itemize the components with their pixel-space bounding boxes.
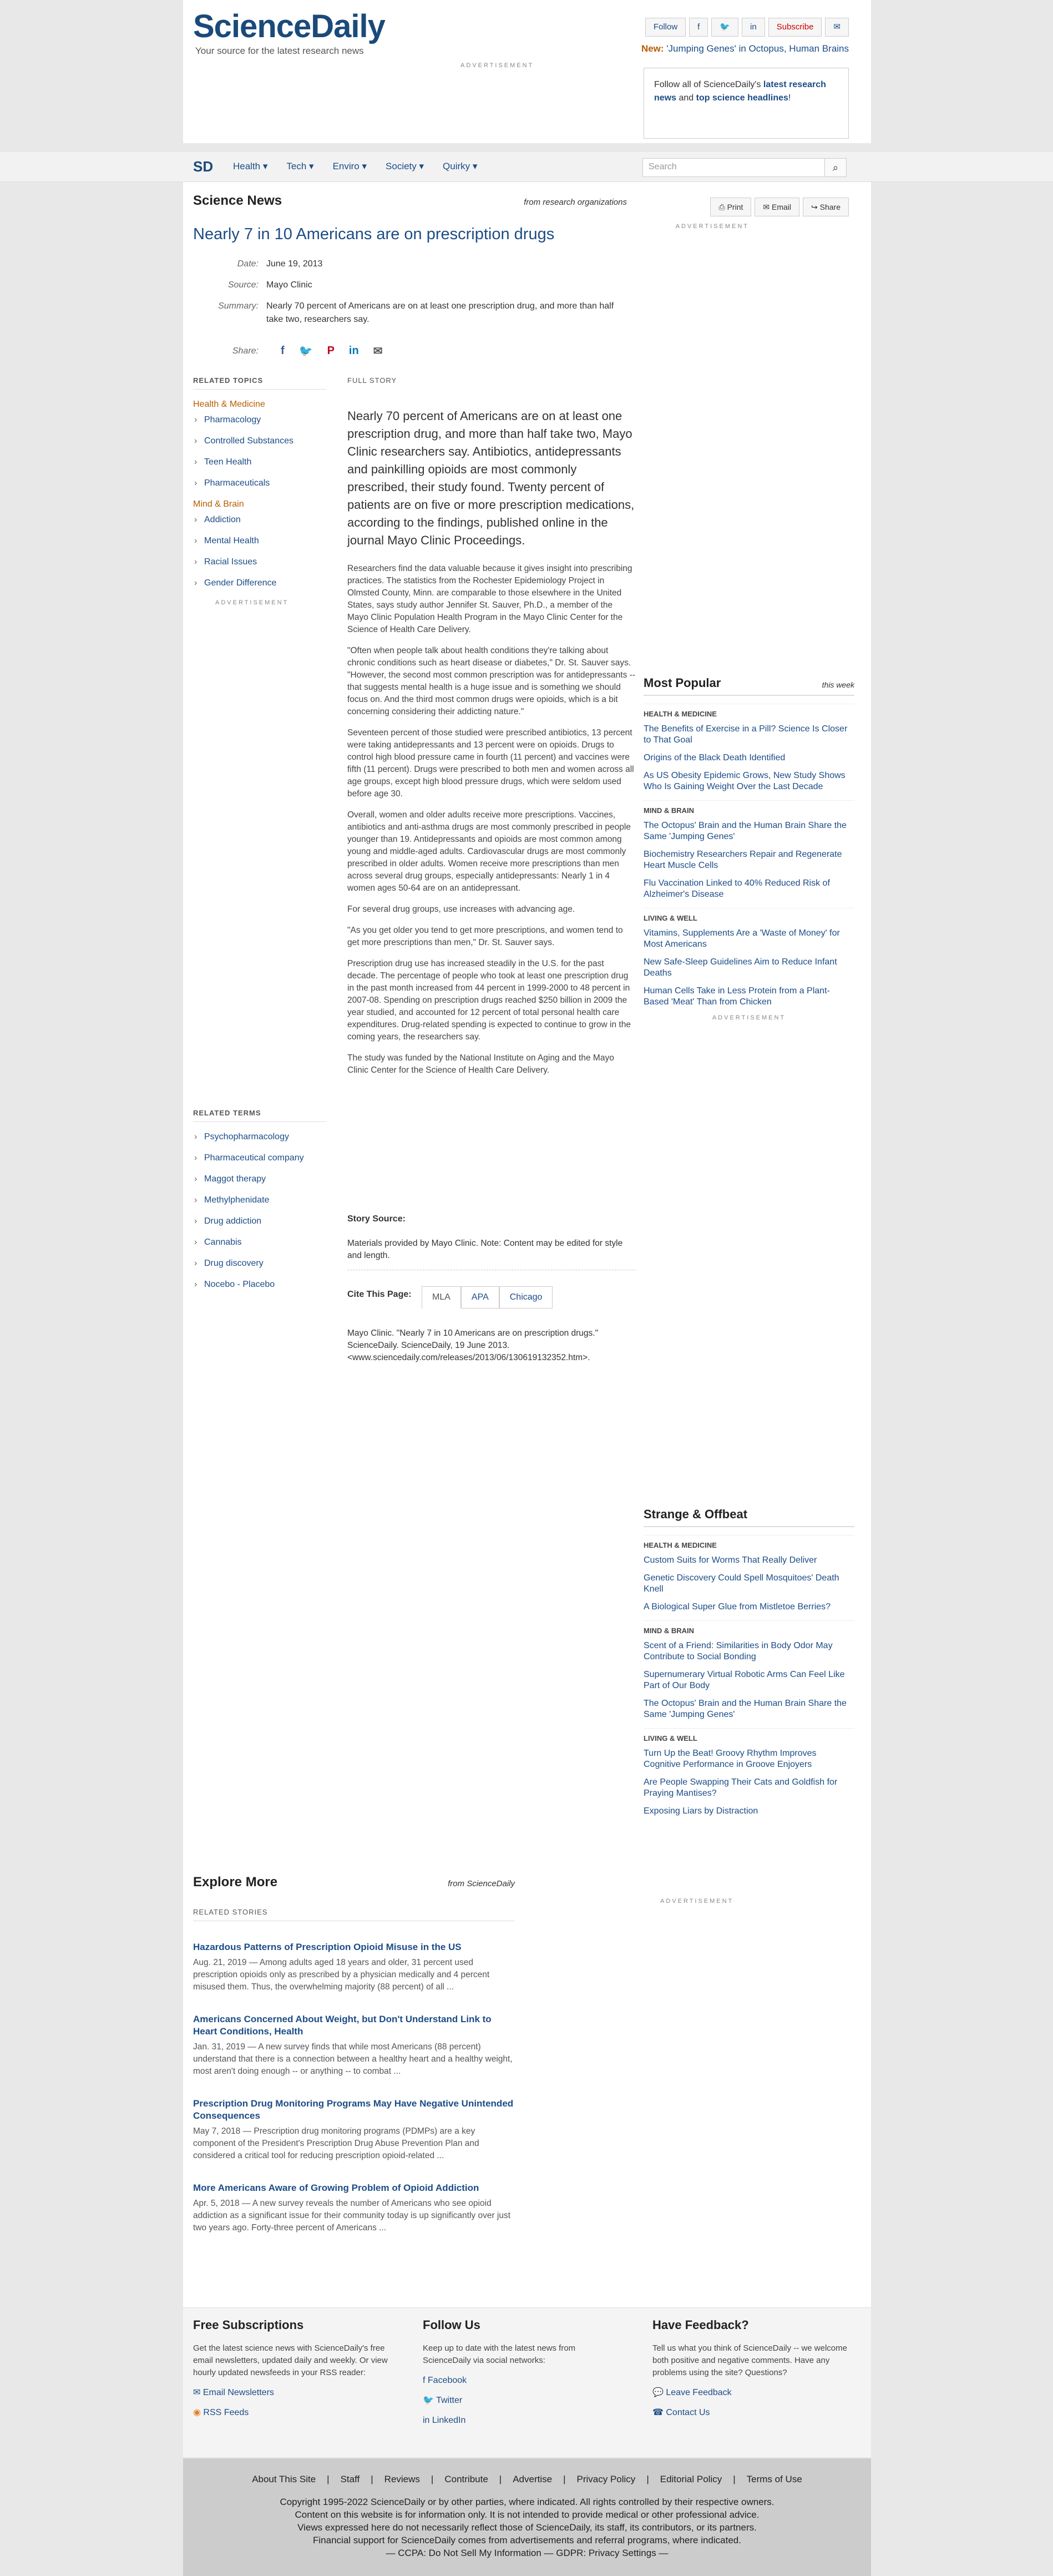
date-key: Date: xyxy=(237,259,259,269)
section-title: Science News xyxy=(193,193,282,208)
related-topics xyxy=(193,376,326,606)
strange-link[interactable]: A Biological Super Glue from Mistletoe Berries? xyxy=(644,1602,831,1612)
explore-title: Explore More xyxy=(193,1875,278,1890)
explore-more xyxy=(193,1875,515,2234)
term-link[interactable]: › Cannabis xyxy=(204,1238,326,1247)
footer-follow xyxy=(423,2319,622,2427)
footer-link[interactable]: Reviews xyxy=(384,2474,420,2484)
footer-link[interactable]: Advertise xyxy=(513,2474,553,2484)
story-source-title: Story Source: xyxy=(347,1214,406,1224)
email-icon[interactable]: ✉ xyxy=(373,345,383,357)
strange-link[interactable]: Turn Up the Beat! Groovy Rhythm Improves Cognitive Performance in Groove Enjoyers xyxy=(644,1749,817,1769)
footer-link[interactable]: Contribute xyxy=(444,2474,488,2484)
story-body xyxy=(347,563,636,1085)
nav-tech[interactable]: Tech ▾ xyxy=(286,161,314,171)
pinterest-icon[interactable]: P xyxy=(327,345,335,357)
twitter-icon: 🐦 xyxy=(423,2396,437,2405)
date-value: June 19, 2013 xyxy=(266,259,323,269)
popular-period: this week xyxy=(822,680,854,689)
strange-link[interactable]: Custom Suits for Worms That Really Deliver xyxy=(644,1555,817,1565)
new-banner xyxy=(641,43,849,54)
topic-category-health[interactable]: Health & Medicine xyxy=(193,400,265,409)
related-story xyxy=(193,2013,515,2078)
story-link[interactable]: Hazardous Patterns of Prescription Opioid Misuse in the US xyxy=(193,1942,462,1952)
term-link[interactable]: › Drug addiction xyxy=(204,1216,326,1226)
story-paragraph: Seventeen percent of those studied were prescribed antibiotics, 13 percent were taking antidepressants and 13 percent were on opioids. Drugs to control high blood pressure came in fourth (11 percent) and vaccines were fifth (11 percent). Drugs were prescribed to both men and women across all age groups, except high blood pressure drugs, which were seldom used before age 30. xyxy=(347,728,634,799)
story-paragraph: "Often when people talk about health conditions they're talking about chronic conditions such as heart disease or diabetes," Dr. St. Sauver says. "However, the second most common prescription was for antidepressants -- that suggests mental health is a huge issue and is something we should focus on. And the third most common drugs were opioids, which is a bit concerning considering their addicting nature." xyxy=(347,646,635,716)
footer-sub-text: Get the latest science news with ScienceDaily's free email newsletters, updated daily and weekly. Or view hourly updated newsfeeds in your RSS reader: xyxy=(193,2343,388,2377)
nav-quirky[interactable]: Quirky ▾ xyxy=(443,161,478,171)
site-header xyxy=(183,0,871,143)
strange-link[interactable]: Exposing Liars by Distraction xyxy=(644,1806,758,1816)
strange-link[interactable]: Scent of a Friend: Similarities in Body Odor May Contribute to Social Bonding xyxy=(644,1641,833,1661)
twitter-icon[interactable]: 🐦 xyxy=(298,345,313,357)
social-toolbar xyxy=(645,18,849,37)
search-input[interactable]: Search xyxy=(642,158,826,177)
strange-group: HEALTH & MEDICINE xyxy=(644,1535,854,1549)
related-story xyxy=(193,2098,515,2162)
strange-group: MIND & BRAIN xyxy=(644,1620,854,1635)
topic-link[interactable]: › Controlled Substances xyxy=(204,436,326,446)
strange-offbeat xyxy=(644,1507,854,1824)
twitter-label: Twitter xyxy=(436,2396,463,2405)
topic-link[interactable]: › Racial Issues xyxy=(204,557,326,567)
topic-link[interactable]: › Gender Difference xyxy=(204,578,326,588)
search-icon[interactable]: ⌕ xyxy=(824,158,847,177)
strange-title: Strange & Offbeat xyxy=(644,1507,854,1527)
citation-text: Mayo Clinic. "Nearly 7 in 10 Americans are on prescription drugs." ScienceDaily. ScienceDaily, 19 June 2013. <www.sciencedaily.com/releases/2013/06/130619132352.htm>. xyxy=(347,1329,599,1362)
story-paragraph: Overall, women and older adults receive more prescriptions. Vaccines, antibiotics and anti-asthma drugs are most commonly prescribed in people younger than 19. Antidepressants and opioids are most common among young and middle-aged adults. Cardiovascular drugs are most commonly prescribed in older adults. Women receive more prescriptions than men across several drug groups, especially antidepressants: Nearly 1 in 4 women ages 50-64 are on an antidepressant. xyxy=(347,810,631,893)
article-meta xyxy=(216,257,616,334)
facebook-icon: f xyxy=(423,2376,428,2385)
separator: | xyxy=(431,2474,434,2484)
popular-link[interactable]: Flu Vaccination Linked to 40% Reduced Risk of Alzheimer's Disease xyxy=(644,878,830,899)
print-button[interactable] xyxy=(710,198,751,216)
strange-link[interactable]: Genetic Discovery Could Spell Mosquitoes' Death Knell xyxy=(644,1573,839,1594)
popular-link[interactable]: New Safe-Sleep Guidelines Aim to Reduce Infant Deaths xyxy=(644,957,837,978)
topic-category-mind[interactable]: Mind & Brain xyxy=(193,499,244,509)
popular-link[interactable]: Origins of the Black Death Identified xyxy=(644,753,786,762)
tab-chicago[interactable]: Chicago xyxy=(499,1286,553,1309)
separator: | xyxy=(371,2474,373,2484)
most-popular xyxy=(644,676,854,1021)
copyright-line: Copyright 1995-2022 ScienceDaily or by other parties, where indicated. All rights controlled by their respective owners. xyxy=(280,2497,774,2507)
promo-link-top[interactable]: top science headlines xyxy=(696,93,788,103)
share-key: Share: xyxy=(232,346,259,356)
tab-mla[interactable]: MLA xyxy=(422,1286,461,1309)
term-link[interactable]: › Maggot therapy xyxy=(204,1174,326,1184)
follow-promo xyxy=(644,68,849,139)
ad-label: ADVERTISEMENT xyxy=(675,223,749,230)
story-link[interactable]: Prescription Drug Monitoring Programs May Have Negative Unintended Consequences xyxy=(193,2098,514,2121)
story-link[interactable]: Americans Concerned About Weight, but Don't Understand Link to Heart Conditions, Health xyxy=(193,2014,492,2037)
source-key: Source: xyxy=(227,280,259,290)
story-paragraph: The study was funded by the National Institute on Aging and the Mayo Clinic Center for the Science of Health Care Delivery. xyxy=(347,1053,614,1075)
story-snippet: May 7, 2018 — Prescription drug monitoring programs (PDMPs) are a key component of the President's Prescription Drug Abuse Prevention Plan and considered a critical tool for reducing prescription opioid-related ... xyxy=(193,2127,479,2160)
footer-link[interactable]: Terms of Use xyxy=(746,2474,802,2484)
footer-subscriptions xyxy=(193,2319,393,2419)
linkedin-icon[interactable]: in xyxy=(742,18,765,37)
popular-link[interactable]: Biochemistry Researchers Repair and Regenerate Heart Muscle Cells xyxy=(644,850,842,870)
term-link[interactable]: › Methylphenidate xyxy=(204,1195,326,1205)
ad-label: ADVERTISEMENT xyxy=(215,599,289,606)
story-source-text: Materials provided by Mayo Clinic. Note: Content may be edited for style and length. xyxy=(347,1238,636,1270)
separator: | xyxy=(327,2474,330,2484)
phone-icon: ☎ xyxy=(652,2408,666,2417)
related-terms xyxy=(193,1109,326,1301)
new-label: New: xyxy=(641,43,664,54)
rss-feeds-label: RSS Feeds xyxy=(203,2408,249,2417)
popular-group: LIVING & WELL xyxy=(644,908,854,922)
share-button[interactable] xyxy=(803,198,849,216)
nav-society[interactable]: Society ▾ xyxy=(386,161,424,171)
topic-link[interactable]: › Pharmacology xyxy=(204,415,326,425)
share-icon: ↪ xyxy=(811,203,818,211)
sd-logo[interactable]: SD xyxy=(193,158,214,175)
popular-link[interactable]: Human Cells Take in Less Protein from a Plant-Based 'Meat' Than from Chicken xyxy=(644,986,830,1007)
story-lead: Nearly 70 percent of Americans are on at least one prescription drug, and more than half take two, Mayo Clinic researchers say. Antibiotics, antidepressants and painkilling opioids are most commonly prescribed, their study found. Twenty percent of patients are on five or more prescription medications, according to the findings, published online in the journal Mayo Clinic Proceedings. xyxy=(347,409,635,547)
popular-link[interactable]: Vitamins, Supplements Are a 'Waste of Money' for Most Americans xyxy=(644,928,840,949)
envelope-icon: ✉ xyxy=(763,203,770,211)
subscribe-button[interactable]: Subscribe xyxy=(768,18,822,37)
linkedin-icon[interactable]: in xyxy=(348,345,359,357)
leave-feedback-label: Leave Feedback xyxy=(666,2388,732,2397)
related-story xyxy=(193,1941,515,1993)
story-snippet: Jan. 31, 2019 — A new survey finds that while most Americans (88 percent) understand that there is a connection between a healthy heart and a healthy weight, most aren't doing enough -- or anything -- to combat ... xyxy=(193,2042,513,2076)
nav-health[interactable]: Health ▾ xyxy=(233,161,268,171)
topic-link[interactable]: › Pharmaceuticals xyxy=(204,478,326,488)
related-stories-label: RELATED STORIES xyxy=(193,1908,515,1921)
main-nav xyxy=(0,151,1053,182)
popular-link[interactable]: The Octopus' Brain and the Human Brain Share the Same 'Jumping Genes' xyxy=(644,821,847,841)
privacy-line[interactable]: — CCPA: Do Not Sell My Information — GDPR: Privacy Settings — xyxy=(386,2548,669,2558)
full-story-label: FULL STORY xyxy=(347,376,397,385)
cite-title: Cite This Page: xyxy=(347,1290,412,1299)
story-snippet: Apr. 5, 2018 — A new survey reveals the number of Americans who see opioid addiction as a significant issue for their community today is up significantly over just two years ago. Forty-three percent of Americans ... xyxy=(193,2199,511,2232)
facebook-icon[interactable]: f xyxy=(689,18,708,37)
facebook-label: Facebook xyxy=(427,2376,467,2385)
ad-label: ADVERTISEMENT xyxy=(660,1898,734,1905)
linkedin-link[interactable] xyxy=(423,2415,622,2427)
email-newsletters-label: Email Newsletters xyxy=(202,2388,274,2397)
section-subtitle: from research organizations xyxy=(524,198,627,207)
story-snippet: Aug. 21, 2019 — Among adults aged 18 years and older, 31 percent used prescription opioids only as prescribed by a physician medically and 4 percent misused them. Thus, the overwhelming majority (88 percent) of all ... xyxy=(193,1958,490,1992)
email-label: Email xyxy=(772,203,792,211)
footer-link[interactable]: About This Site xyxy=(252,2474,316,2484)
footer-link[interactable]: Staff xyxy=(340,2474,360,2484)
main-content xyxy=(183,182,871,2307)
email-newsletters-link[interactable] xyxy=(193,2387,393,2399)
rss-icon: ◉ xyxy=(193,2408,204,2417)
facebook-link[interactable] xyxy=(423,2375,622,2387)
story-paragraph: For several drug groups, use increases with advancing age. xyxy=(347,905,575,914)
topic-link[interactable]: › Addiction xyxy=(204,515,326,525)
story-paragraph: "As you get older you tend to get more prescriptions, and women tend to get more prescriptions than men," Dr. St. Sauver says. xyxy=(347,926,623,947)
explore-from: from ScienceDaily xyxy=(448,1879,515,1888)
follow-button[interactable]: Follow xyxy=(645,18,686,37)
promo-link-latest[interactable]: latest research news xyxy=(654,80,826,103)
nav-enviro[interactable]: Enviro ▾ xyxy=(332,161,367,171)
story-paragraph: Prescription drug use has increased steadily in the U.S. for the past decade. The percentage of people who took at least one prescription drug in the past month increased from 44 percent in 1999-2000 to 48 percent in 2007-08. Spending on prescription drugs reached $250 billion in 2009 the year studied, and accounted for 12 percent of total personal health care expenditures. Drug-related spending is expected to continue to grow in the coming years, the researchers say. xyxy=(347,959,631,1042)
linkedin-icon: in xyxy=(423,2416,432,2425)
print-label: Print xyxy=(727,203,743,211)
facebook-icon[interactable]: f xyxy=(281,345,285,357)
promo-and: and xyxy=(679,93,694,103)
footer-link[interactable]: Editorial Policy xyxy=(660,2474,722,2484)
contact-us-label: Contact Us xyxy=(666,2408,710,2417)
footer-follow-title: Follow Us xyxy=(423,2318,480,2332)
email-button[interactable] xyxy=(755,198,799,216)
twitter-link[interactable] xyxy=(423,2395,622,2407)
comment-icon: 💬 xyxy=(652,2388,666,2397)
print-icon: ⎙ xyxy=(718,203,725,211)
popular-group: MIND & BRAIN xyxy=(644,800,854,815)
footer xyxy=(183,2307,871,2457)
footer-feedback xyxy=(652,2319,852,2419)
topic-link[interactable]: › Teen Health xyxy=(204,457,326,467)
term-link[interactable]: › Nocebo - Placebo xyxy=(204,1280,326,1290)
ad-label: ADVERTISEMENT xyxy=(712,1014,786,1021)
strange-link[interactable]: The Octopus' Brain and the Human Brain Share the Same 'Jumping Genes' xyxy=(644,1699,847,1719)
share-label: Share xyxy=(819,203,841,211)
disclaimer-line: Financial support for ScienceDaily comes from advertisements and referral programs, where indicated. xyxy=(313,2535,741,2545)
linkedin-label: LinkedIn xyxy=(432,2416,466,2425)
summary-value: Nearly 70 percent of Americans are on at least one prescription drug, and more than half take two, researchers say. xyxy=(266,301,614,324)
tab-apa[interactable]: APA xyxy=(461,1286,499,1309)
story-link[interactable]: More Americans Aware of Growing Problem of Opioid Addiction xyxy=(193,2183,479,2193)
footer-sub-title: Free Subscriptions xyxy=(193,2318,304,2332)
separator: | xyxy=(646,2474,649,2484)
footer-links xyxy=(183,2473,871,2486)
site-logo[interactable]: ScienceDaily xyxy=(193,8,385,44)
twitter-icon[interactable]: 🐦 xyxy=(711,18,738,37)
story-paragraph: Researchers find the data valuable because it gives insight into prescribing practices. The statistics from the Rochester Epidemiology Project in Olmsted County, Minn. are comparable to those elsewhere in the United States, says study author Jennifer St. Sauver, Ph.D., a member of the Mayo Clinic Population Health Program in the Mayo Clinic Center for the Science of Health Care Delivery. xyxy=(347,564,632,634)
envelope-icon: ✉ xyxy=(193,2388,203,2397)
contact-us-link[interactable] xyxy=(652,2407,852,2419)
summary-key: Summary: xyxy=(218,301,259,311)
most-popular-title: Most Popular xyxy=(644,676,721,690)
article-toolbar xyxy=(710,198,849,216)
article-title: Nearly 7 in 10 Americans are on prescription drugs xyxy=(193,225,555,243)
popular-group: HEALTH & MEDICINE xyxy=(644,704,854,718)
story-source xyxy=(347,1214,636,1270)
share-bar xyxy=(216,344,382,358)
related-terms-title: RELATED TERMS xyxy=(193,1109,326,1122)
topic-link[interactable]: › Mental Health xyxy=(204,536,326,546)
popular-link[interactable]: As US Obesity Epidemic Grows, New Study Shows Who Is Gaining Weight Over the Last Decade xyxy=(644,771,846,791)
term-link[interactable]: › Psychopharmacology xyxy=(204,1132,326,1142)
strange-link[interactable]: Supernumerary Virtual Robotic Arms Can Feel Like Part of Our Body xyxy=(644,1670,845,1690)
tagline: Your source for the latest research news xyxy=(195,46,364,56)
footer-feedback-title: Have Feedback? xyxy=(652,2318,749,2332)
strange-group: LIVING & WELL xyxy=(644,1728,854,1742)
footer-feedback-text: Tell us what you think of ScienceDaily -- we welcome both positive and negative comments. Have any problems using the site? Questions? xyxy=(652,2343,847,2377)
strange-link[interactable]: Are People Swapping Their Cats and Goldfish for Praying Mantises? xyxy=(644,1777,838,1798)
cite-tabs xyxy=(422,1286,553,1309)
rss-feeds-link[interactable] xyxy=(193,2407,393,2419)
ad-label: ADVERTISEMENT xyxy=(460,62,534,69)
separator: | xyxy=(499,2474,502,2484)
new-link[interactable]: 'Jumping Genes' in Octopus, Human Brains xyxy=(666,43,849,54)
separator: | xyxy=(733,2474,736,2484)
related-topics-title: RELATED TOPICS xyxy=(193,376,326,390)
promo-text: Follow all of ScienceDaily's xyxy=(654,80,761,89)
bottom-bar xyxy=(183,2458,871,2576)
footer-link[interactable]: Privacy Policy xyxy=(576,2474,636,2484)
term-link[interactable]: › Pharmaceutical company xyxy=(204,1153,326,1163)
leave-feedback-link[interactable] xyxy=(652,2387,852,2399)
promo-end: ! xyxy=(788,93,791,103)
popular-link[interactable]: The Benefits of Exercise in a Pill? Science Is Closer to That Goal xyxy=(644,724,848,745)
term-link[interactable]: › Drug discovery xyxy=(204,1259,326,1269)
disclaimer-line: Content on this website is for information only. It is not intended to provide medical or other professional advice. xyxy=(295,2509,760,2520)
email-icon[interactable]: ✉ xyxy=(825,18,849,37)
disclaimer-line: Views expressed here do not necessarily reflect those of ScienceDaily, its staff, its contributors, or its partners. xyxy=(297,2522,757,2533)
related-story xyxy=(193,2182,515,2234)
source-value: Mayo Clinic xyxy=(266,280,312,290)
footer-follow-text: Keep up to date with the latest news from ScienceDaily via social networks: xyxy=(423,2343,576,2365)
separator: | xyxy=(563,2474,566,2484)
nav-menu xyxy=(233,161,477,172)
